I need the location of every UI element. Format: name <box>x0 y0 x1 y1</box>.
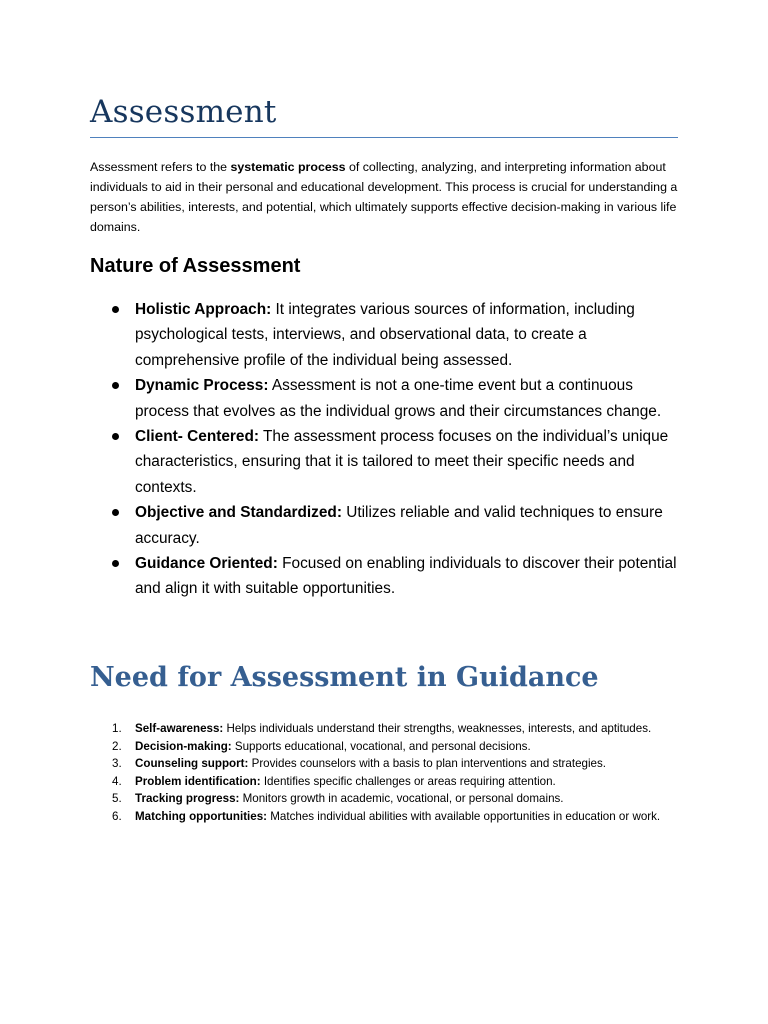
list-item-text: The assessment process focuses on the individual’s unique characteristics, ensuring that it is tailored to meet their specific needs and contexts. <box>135 428 669 496</box>
bullet-icon <box>112 382 119 389</box>
list-item-text: Provides counselors with a basis to plan interventions and strategies. <box>248 757 607 770</box>
list-item-text: Helps individuals understand their strengths, weaknesses, interests, and aptitudes. <box>223 722 652 735</box>
list-item-text: Monitors growth in academic, vocational, or personal domains. <box>239 792 564 805</box>
list-item <box>90 720 675 738</box>
list-item-term: Dynamic Process: <box>135 377 269 395</box>
list-number: 2. <box>112 739 122 753</box>
list-item <box>90 424 685 500</box>
list-item-text: Utilizes reliable and valid techniques to ensure accuracy. <box>135 504 663 547</box>
intro-text-end: of collecting, analyzing, and interpreting information about individuals to aid in their personal and educational development. This process is crucial for understanding a person’s abilities, interests, and potential, which ultimately supports effective decision-making in various life domains. <box>90 160 678 234</box>
list-item <box>90 790 675 808</box>
intro-bold-phrase: systematic process <box>230 160 346 174</box>
list-item <box>90 297 685 373</box>
list-item-term: Client- Centered: <box>135 428 259 446</box>
intro-text-start: Assessment refers to the <box>90 160 231 174</box>
bullet-icon <box>112 306 119 313</box>
list-item-text: Identifies specific challenges or areas requiring attention. <box>260 774 556 788</box>
title-underline <box>90 137 678 138</box>
nature-bullet-list <box>90 297 685 602</box>
list-item-term: Holistic Approach: <box>135 301 272 318</box>
list-number: 1. <box>112 722 122 735</box>
document-title: Assessment <box>90 94 277 130</box>
list-item-term: Decision-making: <box>135 739 232 753</box>
intro-paragraph <box>90 157 680 237</box>
list-item-term: Problem identification: <box>135 774 261 788</box>
list-item-term: Self-awareness: <box>135 722 224 735</box>
list-item-text: Assessment is not a one-time event but a continuous process that evolves as the individual grows and their circumstances change. <box>135 377 662 420</box>
list-number: 5. <box>112 792 122 805</box>
list-number: 4. <box>112 774 122 788</box>
list-item-term: Objective and Standardized: <box>135 504 342 522</box>
list-item-text: Matches individual abilities with available opportunities in education or work. <box>267 809 661 823</box>
bullet-icon <box>112 509 119 516</box>
need-numbered-list <box>90 720 675 825</box>
list-item <box>90 808 675 826</box>
list-item <box>90 500 685 551</box>
list-number: 6. <box>112 809 122 823</box>
list-item <box>90 755 675 773</box>
list-item-term: Guidance Oriented: <box>135 555 278 573</box>
list-item-term: Counseling support: <box>135 757 249 770</box>
list-item-text: Focused on enabling individuals to discover their potential and align it with suitable opportunities. <box>135 555 677 598</box>
list-item <box>90 373 685 424</box>
list-item <box>90 773 675 791</box>
need-heading: Need for Assessment in Guidance <box>90 662 599 693</box>
list-item <box>90 551 685 602</box>
list-number: 3. <box>112 757 122 770</box>
list-item <box>90 738 675 756</box>
nature-heading: Nature of Assessment <box>90 255 301 277</box>
bullet-icon <box>112 433 119 440</box>
list-item-term: Matching opportunities: <box>135 809 268 823</box>
bullet-icon <box>112 560 119 567</box>
list-item-term: Tracking progress: <box>135 792 240 805</box>
list-item-text: Supports educational, vocational, and personal decisions. <box>231 739 531 753</box>
list-item-text: It integrates various sources of information, including psychological tests, interviews, and observational data, to create a comprehensive profile of the individual being assessed. <box>135 301 635 369</box>
